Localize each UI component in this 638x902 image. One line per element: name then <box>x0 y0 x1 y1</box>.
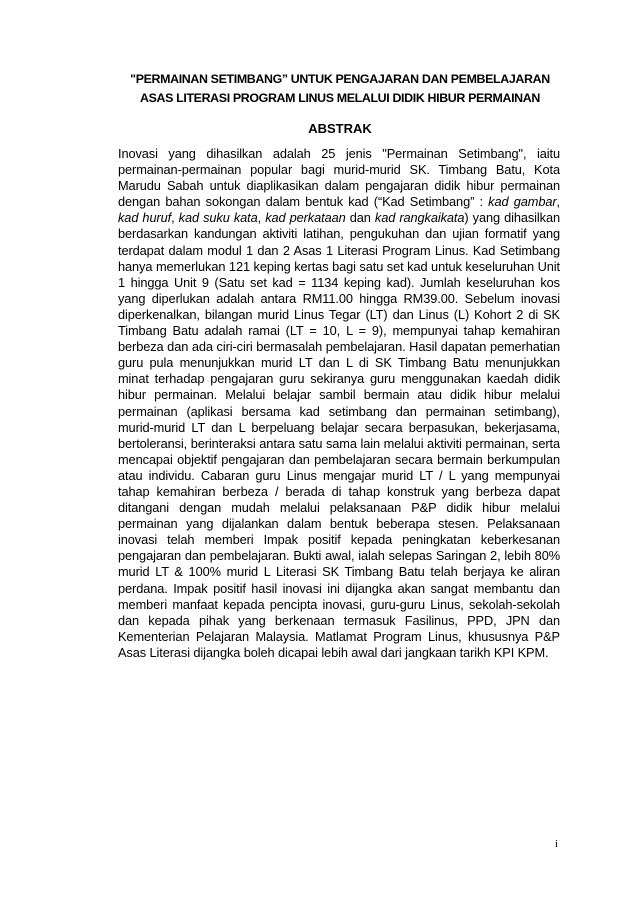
abstract-text: tahap kemahiran berbeza / berada di tahap konstruk yang berbeza dapat <box>118 483 560 499</box>
abstract-line <box>118 259 560 275</box>
abstract-line <box>118 468 560 484</box>
abstract-text: minat terhadap pengajaran guru sekiranya guru menggunakan kaedah didik <box>118 371 560 387</box>
abstract-line <box>118 162 560 178</box>
abstract-text: Inovasi yang dihasilkan adalah 25 jenis "Permainan Setimbang", iaitu <box>118 146 560 161</box>
abstract-line <box>118 484 560 500</box>
abstract-line <box>118 548 560 564</box>
abstract-line <box>118 516 560 532</box>
abstract-text: guru pula menunjukkan murid LT dan L di SK Timbang Batu menunjukkan <box>118 355 560 371</box>
abstract-line <box>118 291 560 307</box>
abstract-text: mencapai objektif pengajaran dan pembelajaran secara bermain berkumpulan <box>118 451 560 467</box>
abstract-line <box>118 194 560 210</box>
abstract-italic-text: kad rangkaikata <box>374 210 465 226</box>
abstract-text: pengajaran dan pembelajaran. Bukti awal, ialah selepas Saringan 2, lebih 80% <box>118 548 560 564</box>
abstract-line <box>118 420 560 436</box>
title-line-1: "PERMAINAN SETIMBANG” UNTUK PENGAJARAN DAN PEMBELAJARAN <box>130 72 550 86</box>
abstract-text: diperkenalkan, bilangan murid Linus Tegar (LT) dan Linus (L) Kohort 2 di SK <box>118 306 560 322</box>
abstract-line <box>118 452 560 468</box>
abstract-text: ditangani dengan mudah melalui pelaksanaan P&P didik hibur melalui <box>118 500 560 516</box>
abstract-text: hibur permainan. Melalui belajar sambil bermain atau didik hibur melalui <box>118 387 560 403</box>
abstract-text: Timbang Batu adalah ramai (LT = 10, L = 9), mempunyai tahap kemahiran <box>118 323 560 339</box>
abstract-line <box>118 146 560 162</box>
abstract-text: murid LT & 100% murid L Literasi SK Timbang Batu telah berjaya ke aliran <box>118 564 560 580</box>
abstract-italic-text: kad gambar <box>488 194 557 210</box>
abstract-line <box>118 275 560 291</box>
abstract-text: Marudu Sabah untuk diaplikasikan dalam pengajaran didik hibur permainan <box>118 178 560 194</box>
abstract-text: 1 hingga Unit 9 (Satu set kad = 1134 keping kad). Jumlah keseluruhan kos <box>118 274 560 290</box>
abstract-text: berbeza dan ada ciri-ciri bermasalah pembelajaran. Hasil dapatan pemerhatian <box>118 339 560 355</box>
abstract-line <box>118 597 560 613</box>
abstract-text: dengan bahan sokongan dalam bentuk kad (“Kad Setimbang” : <box>118 194 489 210</box>
abstract-line <box>118 243 560 259</box>
abstract-text: dan <box>345 210 375 226</box>
abstract-line <box>118 613 560 629</box>
abstract-text: Kementerian Pelajaran Malaysia. Matlamat Program Linus, khususnya P&P <box>118 628 560 644</box>
document-title <box>100 70 580 108</box>
abstract-italic-text: kad huruf <box>118 210 172 226</box>
abstract-line <box>118 404 560 420</box>
abstract-line <box>118 323 560 339</box>
abstract-line <box>118 371 560 387</box>
abstract-text: berdasarkan kandungan aktiviti latihan, pengukuhan dan ujian formatif yang <box>118 226 560 242</box>
abstract-text: terdapat dalam modul 1 dan 2 Asas 1 Literasi Program Linus. Kad Setimbang <box>118 242 560 258</box>
abstract-text: Asas Literasi dijangka boleh dicapai lebih awal dari jangkaan tarikh KPI KPM. <box>118 644 549 660</box>
abstract-line <box>118 339 560 355</box>
page-number: i <box>555 838 559 850</box>
abstract-line <box>118 226 560 242</box>
abstract-text: , <box>556 194 560 210</box>
abstract-italic-text: kad perkataan <box>265 210 346 226</box>
abstract-line <box>118 436 560 452</box>
abstract-line <box>118 500 560 516</box>
abstract-text: ) yang dihasilkan <box>464 210 560 226</box>
abstract-text: hanya memerlukan 121 keping kertas bagi satu set kad untuk keseluruhan Unit <box>118 258 560 274</box>
abstract-text: murid-murid LT dan L berpeluang belajar secara berpasukan, bekerjasama, <box>118 419 560 435</box>
abstract-line <box>118 564 560 580</box>
abstract-text: yang diperlukan adalah antara RM11.00 hingga RM39.00. Sebelum inovasi <box>118 290 560 306</box>
abstract-text: permainan (aplikasi bersama kad setimbang dan permainan setimbang), <box>118 403 560 419</box>
abstract-text: memberi manfaat kepada pencipta inovasi, guru-guru Linus, sekolah-sekolah <box>118 596 560 612</box>
abstract-italic-text: kad suku kata <box>178 210 258 226</box>
abstract-text: bertoleransi, berinteraksi antara satu sama lain melalui aktiviti permainan, serta <box>118 435 560 451</box>
title-line-2: ASAS LITERASI PROGRAM LINUS MELALUI DIDIK HIBUR PERMAINAN <box>140 91 540 105</box>
abstract-line <box>118 355 560 371</box>
abstract-text: dan kepada pihak yang berkenaan termasuk Fasilinus, PPD, JPN dan <box>118 612 560 628</box>
abstract-text: , <box>171 210 179 226</box>
abstract-line <box>118 210 560 226</box>
abstract-text: perdana. Impak positif hasil inovasi ini dijangka akan sangat membantu dan <box>118 580 560 596</box>
abstract-text: permainan yang dijalankan dalam bentuk beberapa stesen. Pelaksanaan <box>118 516 560 532</box>
abstract-line <box>118 307 560 323</box>
abstract-line <box>118 629 560 645</box>
abstract-line <box>118 387 560 403</box>
abstract-text: permainan-permainan popular bagi murid-murid SK. Timbang Batu, Kota <box>118 162 560 178</box>
section-heading: ABSTRAK <box>308 121 372 136</box>
abstract-line <box>118 532 560 548</box>
abstract-line <box>118 581 560 597</box>
abstract-line <box>118 645 560 661</box>
abstract-text: atau individu. Cabaran guru Linus mengajar murid LT / L yang mempunyai <box>118 467 560 483</box>
abstract-line <box>118 178 560 194</box>
abstract-text: inovasi telah memberi Impak positif kepada peningkatan keberkesanan <box>118 532 560 548</box>
abstract-paragraph <box>118 146 560 661</box>
abstract-text: , <box>257 210 266 226</box>
